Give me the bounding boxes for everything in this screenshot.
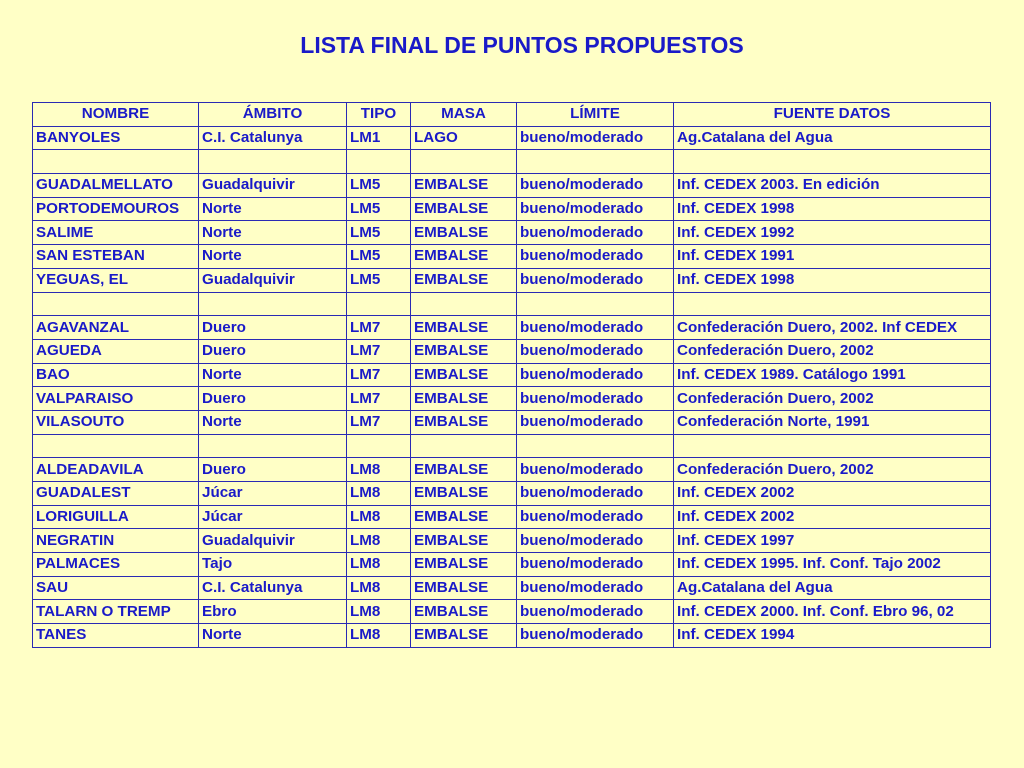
cell-tipo: LM5 [347,174,411,198]
cell-masa: EMBALSE [411,529,517,553]
cell-ambito: C.I. Catalunya [199,576,347,600]
cell-ambito: Guadalquivir [199,174,347,198]
cell-limite: bueno/moderado [517,221,674,245]
cell-masa: EMBALSE [411,600,517,624]
cell-limite [517,434,674,458]
cell-fuente-datos: Confederación Duero, 2002 [674,339,991,363]
cell-nombre: PALMACES [33,553,199,577]
table-row [33,482,991,506]
cell-ambito: Tajo [199,553,347,577]
cell-limite: bueno/moderado [517,458,674,482]
cell-tipo: LM7 [347,410,411,434]
cell-masa: EMBALSE [411,387,517,411]
table-row [33,553,991,577]
table-row [33,197,991,221]
cell-masa: EMBALSE [411,245,517,269]
cell-fuente-datos: Inf. CEDEX 2002 [674,505,991,529]
cell-masa: EMBALSE [411,553,517,577]
cell-limite: bueno/moderado [517,505,674,529]
cell-nombre: LORIGUILLA [33,505,199,529]
cell-limite: bueno/moderado [517,316,674,340]
table-row [33,434,991,458]
cell-fuente-datos: Ag.Catalana del Agua [674,126,991,150]
cell-masa: LAGO [411,126,517,150]
cell-ambito: Duero [199,458,347,482]
table-row [33,458,991,482]
cell-masa: EMBALSE [411,410,517,434]
cell-fuente-datos: Inf. CEDEX 1998 [674,197,991,221]
cell-nombre [33,434,199,458]
cell-limite [517,150,674,174]
cell-fuente-datos: Confederación Duero, 2002 [674,458,991,482]
header-tipo: TIPO [347,103,411,127]
page-title: LISTA FINAL DE PUNTOS PROPUESTOS [300,32,744,58]
cell-tipo: LM8 [347,576,411,600]
cell-ambito: Duero [199,387,347,411]
table-row [33,505,991,529]
cell-masa: EMBALSE [411,268,517,292]
table-row [33,600,991,624]
cell-nombre: TANES [33,624,199,648]
cell-nombre: NEGRATIN [33,529,199,553]
cell-tipo: LM8 [347,624,411,648]
table-row [33,316,991,340]
table-row [33,576,991,600]
table-row [33,339,991,363]
cell-fuente-datos: Confederación Norte, 1991 [674,410,991,434]
cell-nombre: SAU [33,576,199,600]
cell-tipo [347,434,411,458]
cell-limite: bueno/moderado [517,529,674,553]
cell-fuente-datos: Inf. CEDEX 1994 [674,624,991,648]
cell-limite: bueno/moderado [517,482,674,506]
cell-nombre: GUADALEST [33,482,199,506]
table-row [33,126,991,150]
cell-nombre: VALPARAISO [33,387,199,411]
cell-ambito: Guadalquivir [199,268,347,292]
cell-limite [517,292,674,316]
cell-limite: bueno/moderado [517,410,674,434]
cell-nombre: TALARN O TREMP [33,600,199,624]
cell-tipo: LM8 [347,529,411,553]
header-nombre: NOMBRE [33,103,199,127]
table-row [33,174,991,198]
table-row [33,410,991,434]
cell-masa [411,292,517,316]
table-body [33,126,991,647]
cell-masa: EMBALSE [411,221,517,245]
cell-nombre: AGAVANZAL [33,316,199,340]
table-row [33,221,991,245]
cell-limite: bueno/moderado [517,600,674,624]
cell-tipo: LM1 [347,126,411,150]
cell-limite: bueno/moderado [517,339,674,363]
cell-limite: bueno/moderado [517,174,674,198]
cell-nombre: PORTODEMOUROS [33,197,199,221]
cell-nombre: SALIME [33,221,199,245]
cell-tipo: LM8 [347,553,411,577]
cell-tipo: LM7 [347,387,411,411]
table-row [33,529,991,553]
cell-fuente-datos: Inf. CEDEX 1998 [674,268,991,292]
cell-ambito [199,150,347,174]
cell-ambito: Duero [199,316,347,340]
cell-fuente-datos: Ag.Catalana del Agua [674,576,991,600]
header-masa: MASA [411,103,517,127]
points-table [32,102,991,648]
cell-limite: bueno/moderado [517,126,674,150]
cell-masa: EMBALSE [411,624,517,648]
table-row [33,624,991,648]
cell-nombre [33,292,199,316]
cell-tipo: LM7 [347,363,411,387]
cell-ambito [199,292,347,316]
cell-nombre: BAO [33,363,199,387]
table-header-row [33,103,991,127]
cell-fuente-datos: Inf. CEDEX 1997 [674,529,991,553]
cell-ambito: Norte [199,410,347,434]
cell-tipo: LM5 [347,197,411,221]
cell-ambito: Norte [199,624,347,648]
cell-tipo: LM7 [347,316,411,340]
cell-tipo: LM8 [347,482,411,506]
cell-tipo: LM8 [347,600,411,624]
cell-masa [411,150,517,174]
cell-masa: EMBALSE [411,316,517,340]
cell-tipo [347,292,411,316]
cell-tipo: LM8 [347,505,411,529]
table-row [33,387,991,411]
table-row [33,268,991,292]
cell-tipo: LM5 [347,268,411,292]
cell-tipo [347,150,411,174]
cell-limite: bueno/moderado [517,576,674,600]
cell-tipo: LM5 [347,245,411,269]
cell-masa: EMBALSE [411,576,517,600]
header-ambito: ÁMBITO [199,103,347,127]
cell-nombre: BANYOLES [33,126,199,150]
cell-ambito: C.I. Catalunya [199,126,347,150]
cell-masa: EMBALSE [411,339,517,363]
cell-fuente-datos [674,434,991,458]
cell-fuente-datos: Inf. CEDEX 1991 [674,245,991,269]
table-row [33,150,991,174]
cell-nombre: SAN ESTEBAN [33,245,199,269]
cell-fuente-datos: Inf. CEDEX 1989. Catálogo 1991 [674,363,991,387]
cell-limite: bueno/moderado [517,387,674,411]
cell-ambito: Duero [199,339,347,363]
cell-ambito: Norte [199,363,347,387]
cell-fuente-datos: Inf. CEDEX 1995. Inf. Conf. Tajo 2002 [674,553,991,577]
cell-fuente-datos: Inf. CEDEX 1992 [674,221,991,245]
cell-fuente-datos: Confederación Duero, 2002. Inf CEDEX [674,316,991,340]
cell-masa: EMBALSE [411,505,517,529]
cell-tipo: LM5 [347,221,411,245]
cell-ambito: Norte [199,197,347,221]
cell-nombre: ALDEADAVILA [33,458,199,482]
cell-masa: EMBALSE [411,482,517,506]
cell-ambito: Júcar [199,482,347,506]
cell-limite: bueno/moderado [517,245,674,269]
cell-ambito: Norte [199,221,347,245]
cell-fuente-datos [674,292,991,316]
cell-nombre: YEGUAS, EL [33,268,199,292]
cell-ambito [199,434,347,458]
cell-masa [411,434,517,458]
cell-fuente-datos [674,150,991,174]
cell-nombre [33,150,199,174]
header-fuente-datos: FUENTE DATOS [674,103,991,127]
cell-fuente-datos: Inf. CEDEX 2003. En edición [674,174,991,198]
table-row [33,292,991,316]
cell-tipo: LM7 [347,339,411,363]
cell-nombre: GUADALMELLATO [33,174,199,198]
cell-nombre: AGUEDA [33,339,199,363]
cell-limite: bueno/moderado [517,553,674,577]
cell-limite: bueno/moderado [517,624,674,648]
table-row [33,245,991,269]
cell-masa: EMBALSE [411,197,517,221]
cell-nombre: VILASOUTO [33,410,199,434]
cell-ambito: Ebro [199,600,347,624]
cell-masa: EMBALSE [411,174,517,198]
cell-masa: EMBALSE [411,363,517,387]
cell-fuente-datos: Confederación Duero, 2002 [674,387,991,411]
cell-ambito: Norte [199,245,347,269]
cell-masa: EMBALSE [411,458,517,482]
cell-limite: bueno/moderado [517,363,674,387]
cell-fuente-datos: Inf. CEDEX 2002 [674,482,991,506]
header-limite: LÍMITE [517,103,674,127]
cell-limite: bueno/moderado [517,197,674,221]
cell-ambito: Júcar [199,505,347,529]
table-row [33,363,991,387]
cell-fuente-datos: Inf. CEDEX 2000. Inf. Conf. Ebro 96, 02 [674,600,991,624]
cell-limite: bueno/moderado [517,268,674,292]
cell-ambito: Guadalquivir [199,529,347,553]
cell-tipo: LM8 [347,458,411,482]
